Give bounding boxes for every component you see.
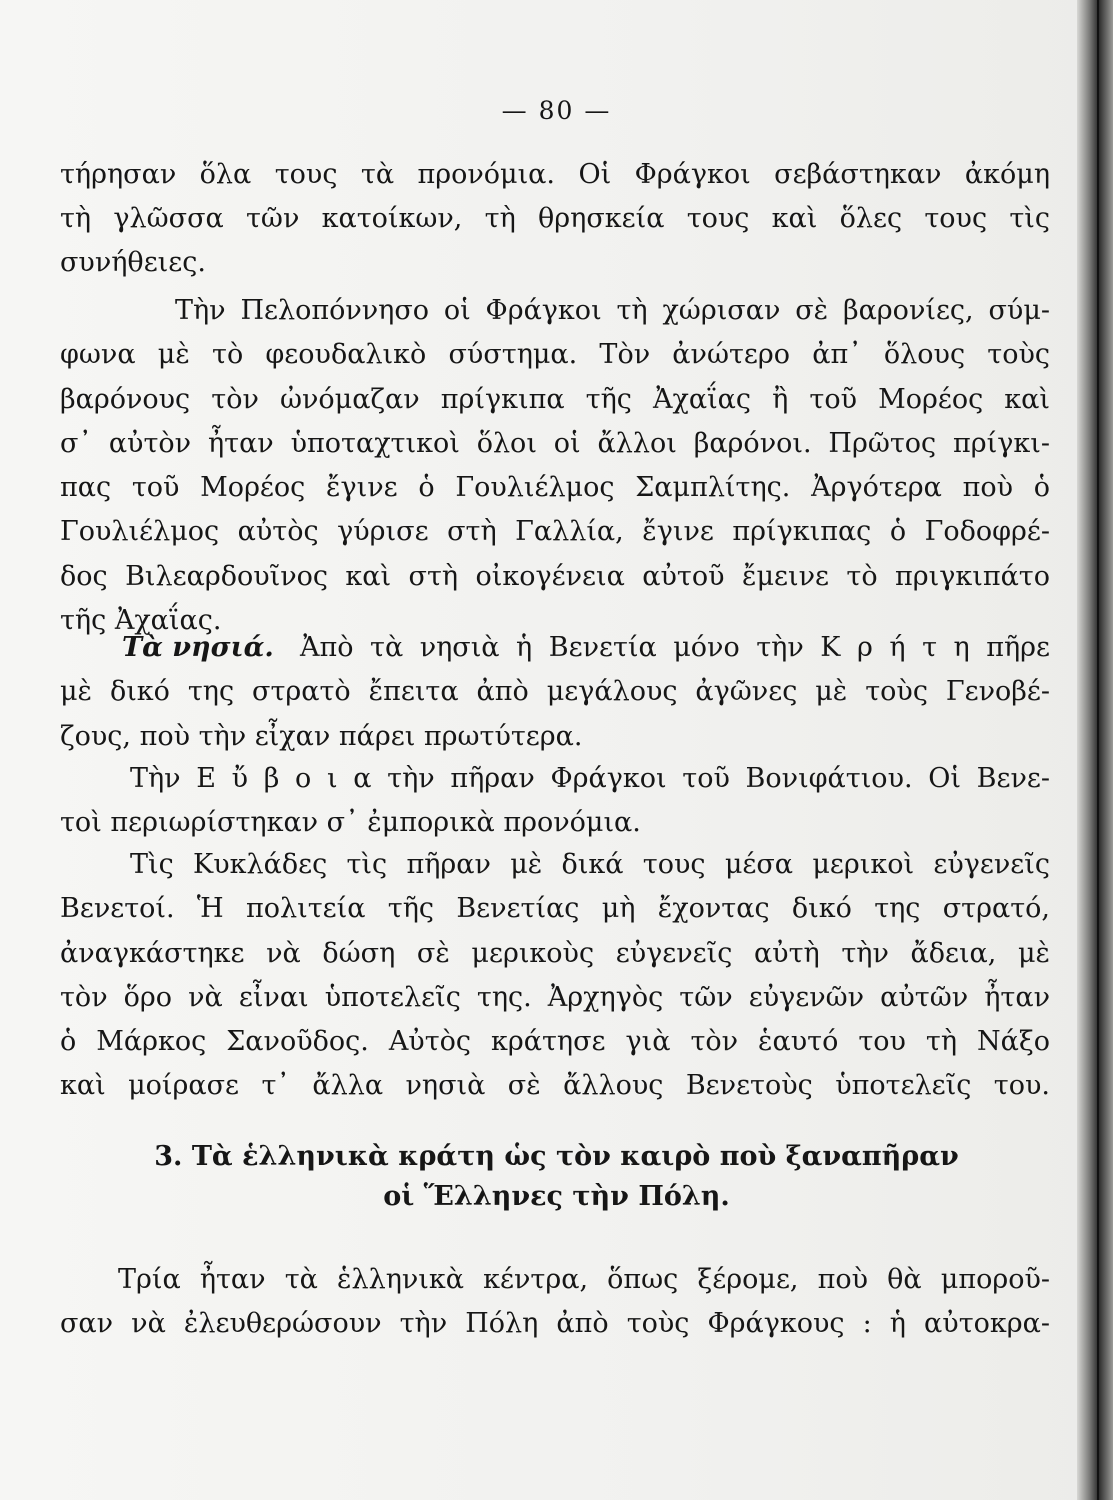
text-line: μὲ δικό της στρατὸ ἔπειτα ἀπὸ μεγάλους ἀγῶνες μὲ τοὺς Γενοβέ-: [60, 676, 1050, 707]
text-line: τήρησαν ὅλα τους τὰ προνόμια. Οἱ Φράγκοι σεβάστηκαν ἀκόμη: [60, 159, 1050, 190]
text-line: ζους, ποὺ τὴν εἶχαν πάρει πρωτύτερα.: [60, 721, 583, 752]
paragraph-heading: Τὰ νησιά.: [122, 632, 274, 663]
text-line: τὸν ὅρο νὰ εἶναι ὑποτελεῖς της. Ἀρχηγὸς τῶν εὐγενῶν αὐτῶν ἦταν: [60, 982, 1050, 1013]
text-line: πας τοῦ Μορέος ἔγινε ὁ Γουλιέλμος Σαμπλίτης. Ἀργότερα ποὺ ὁ: [60, 472, 1050, 503]
text-line: καὶ μοίρασε τ᾿ ἄλλα νησιὰ σὲ ἄλλους Βενετοὺς ὑποτελεῖς του.: [60, 1070, 1050, 1101]
text-line: Τὴν Πελοπόννησο οἱ Φράγκοι τὴ χώρισαν σὲ βαρονίες, σύμ-: [175, 295, 1050, 326]
section-heading: [0, 1140, 1113, 1174]
page-edge-line: [1097, 0, 1099, 1500]
text-line: δος Βιλεαρδουῖνος καὶ στὴ οἰκογένεια αὐτοῦ ἔμεινε τὸ πριγκιπάτο: [60, 561, 1050, 592]
text-line: σ᾿ αὐτὸν ἦταν ὑποταχτικοὶ ὅλοι οἱ ἄλλοι βαρόνοι. Πρῶτος πρίγκι-: [60, 428, 1050, 459]
text-line: Βενετοί. Ἡ πολιτεία τῆς Βενετίας μὴ ἔχοντας δικό της στρατό,: [60, 893, 1050, 924]
book-spine-shadow: [1077, 0, 1113, 1500]
text-line: τοὶ περιωρίστηκαν σ᾿ ἐμπορικὰ προνόμια.: [60, 807, 641, 838]
section-title-line-1: Τὰ ἑλληνικὰ κράτη ὡς τὸν καιρὸ ποὺ ξαναπῆραν: [191, 1141, 959, 1172]
text-line: Τὴν Ε ὔ β ο ι α τὴν πῆραν Φράγκοι τοῦ Βονιφάτιου. Οἱ Βενε-: [130, 763, 1050, 794]
page-number: — 80 —: [501, 96, 612, 125]
text-line: Τρία ἦταν τὰ ἑλληνικὰ κέντρα, ὅπως ξέρομε, ποὺ θὰ μποροῦ-: [118, 1264, 1050, 1295]
text-line: Ἀπὸ τὰ νησιὰ ἡ Βενετία μόνο τὴν Κ ρ ή τ η πῆρε: [300, 632, 1050, 663]
text-line: Τὶς Κυκλάδες τὶς πῆραν μὲ δικά τους μέσα μερικοὶ εὐγενεῖς: [130, 849, 1050, 880]
section-heading-line-2: οἱ Ἕλληνες τὴν Πόλη.: [383, 1181, 730, 1212]
text-line: Γουλιέλμος αὐτὸς γύρισε στὴ Γαλλία, ἔγινε πρίγκιπας ὁ Γοδοφρέ-: [60, 516, 1050, 547]
text-line: τὴ γλῶσσα τῶν κατοίκων, τὴ θρησκεία τους καὶ ὅλες τους τὶς: [60, 203, 1050, 234]
text-line: σαν νὰ ἐλευθερώσουν τὴν Πόλη ἀπὸ τοὺς Φράγκους : ἡ αὐτοκρα-: [60, 1308, 1050, 1339]
text-line: βαρόνους τὸν ὠνόμαζαν πρίγκιπα τῆς Ἀχαΐας ἢ τοῦ Μορέος καὶ: [60, 384, 1050, 415]
text-line: συνήθειες.: [60, 247, 206, 278]
section-number: 3.: [154, 1141, 183, 1172]
text-line: ἀναγκάστηκε νὰ δώση σὲ μερικοὺς εὐγενεῖς αὐτὴ τὴν ἄδεια, μὲ: [60, 938, 1050, 969]
text-line: φωνα μὲ τὸ φεουδαλικὸ σύστημα. Τὸν ἀνώτερο ἀπ᾿ ὅλους τοὺς: [60, 339, 1050, 370]
text-line: ὁ Μάρκος Σανοῦδος. Αὐτὸς κράτησε γιὰ τὸν ἑαυτό του τὴ Νάξο: [60, 1026, 1050, 1057]
text-line: τῆς Ἀχαΐας.: [60, 605, 222, 636]
